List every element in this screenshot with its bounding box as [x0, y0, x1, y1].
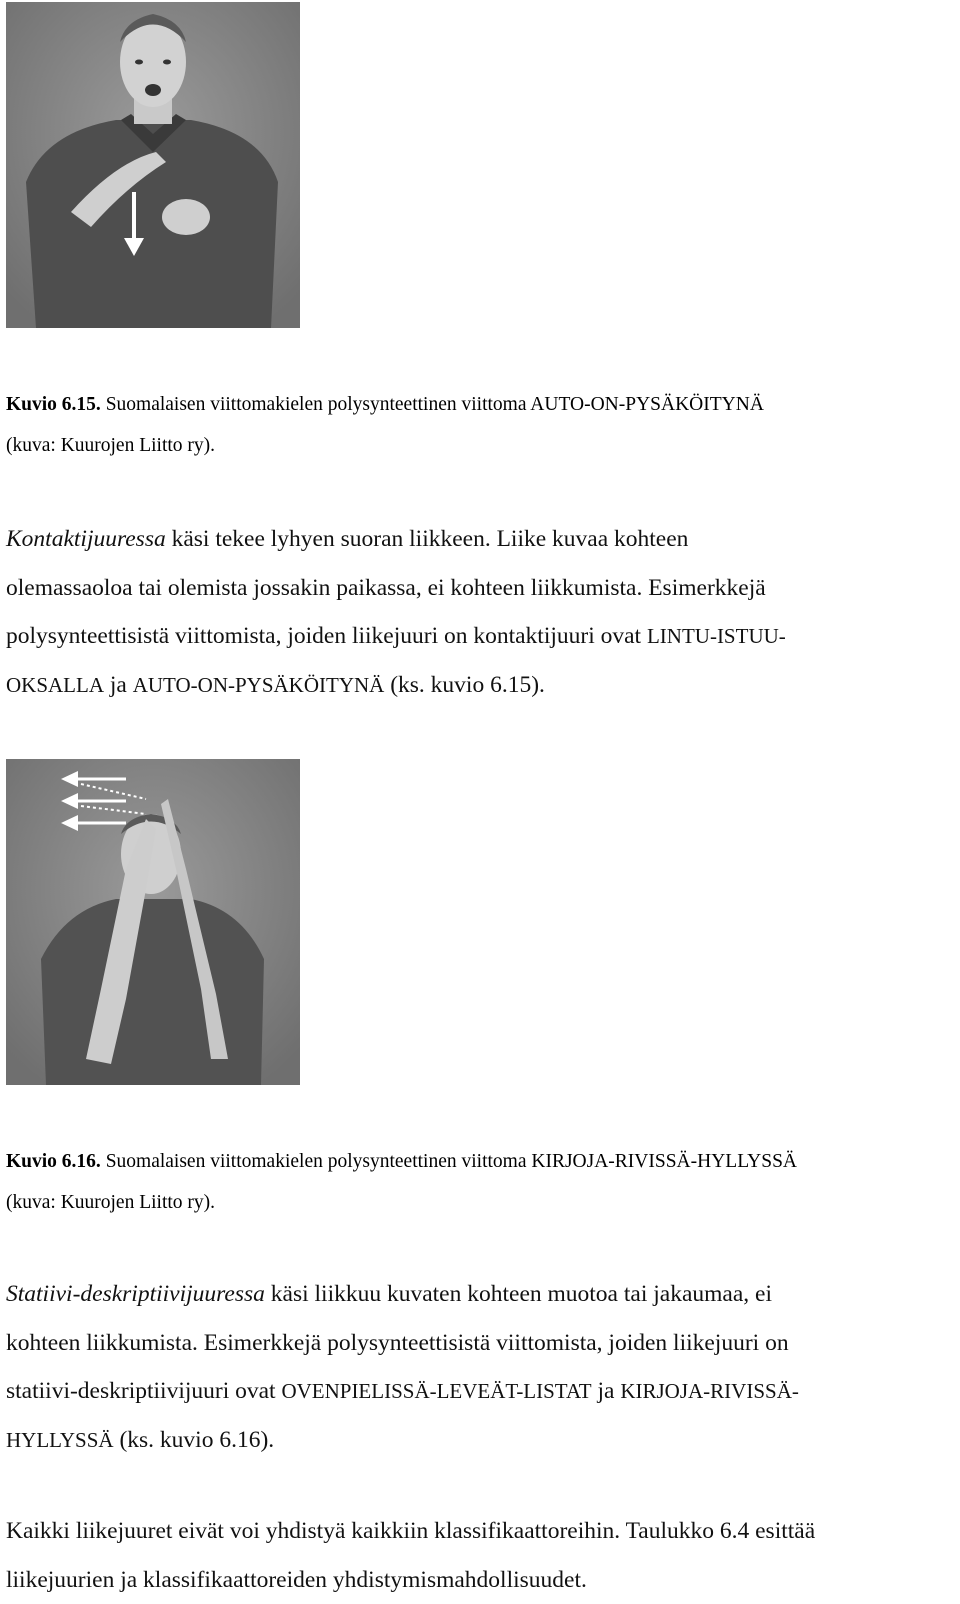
term-emphasis: Statiivi-deskriptiivijuuressa [6, 1281, 265, 1307]
paragraph-line [6, 1367, 951, 1416]
caption-line [6, 1141, 951, 1182]
paragraph-line: Kaikki liikejuuret eivät voi yhdistyä kaikkiin klassifikaattoreihin. Taulukko 6.4 esittää [6, 1507, 951, 1556]
text-run: ja [592, 1378, 621, 1404]
sign-gloss: OKSALLA [6, 673, 104, 697]
paragraph-stative-descriptive-root [6, 1270, 951, 1464]
sign-gloss: LINTU-ISTUU- [647, 624, 786, 648]
signer-photo-leftward-arrows [6, 759, 300, 1085]
text-run: käsi liikkuu kuvaten kohteen muotoa tai jakaumaa, ei [265, 1281, 772, 1307]
paragraph-contact-root [6, 515, 951, 709]
caption-source: (kuva: Kuurojen Liitto ry). [6, 425, 951, 466]
caption-text: Suomalaisen viittomakielen polysynteettinen viittoma AUTO-ON-PYSÄKÖITYNÄ [106, 394, 764, 415]
figure-label: Kuvio 6.16. [6, 1151, 101, 1172]
figure-6-16-caption [6, 1141, 951, 1223]
paragraph-line [6, 515, 951, 564]
sign-gloss: KIRJOJA-RIVISSÄ- [620, 1379, 799, 1403]
text-run: statiivi-deskriptiivijuuri ovat [6, 1378, 281, 1404]
figure-6-16-photo [6, 759, 300, 1085]
sign-gloss: AUTO-ON-PYSÄKÖITYNÄ [133, 673, 385, 697]
figure-6-15-caption [6, 384, 951, 466]
figure-label: Kuvio 6.15. [6, 394, 101, 415]
text-run: polysynteettisistä viittomista, joiden liikejuuri on kontaktijuuri ovat [6, 623, 647, 649]
paragraph-combinations [6, 1507, 951, 1604]
paragraph-line [6, 612, 951, 661]
paragraph-line: kohteen liikkumista. Esimerkkejä polysynteettisistä viittomista, joiden liikejuuri on [6, 1319, 951, 1368]
text-run: (ks. kuvio 6.16). [114, 1427, 275, 1453]
text-run: käsi tekee lyhyen suoran liikkeen. Liike kuvaa kohteen [166, 526, 689, 552]
paragraph-line [6, 1270, 951, 1319]
sign-gloss: HYLLYSSÄ [6, 1428, 114, 1452]
term-emphasis: Kontaktijuuressa [6, 526, 166, 552]
sign-gloss: OVENPIELISSÄ-LEVEÄT-LISTAT [281, 1379, 591, 1403]
paragraph-line: olemassaoloa tai olemista jossakin paikassa, ei kohteen liikkumista. Esimerkkejä [6, 564, 951, 613]
caption-text: Suomalaisen viittomakielen polysynteettinen viittoma KIRJOJA-RIVISSÄ-HYLLYSSÄ [106, 1151, 797, 1172]
paragraph-line [6, 661, 951, 710]
text-run: ja [104, 672, 133, 698]
text-run: (ks. kuvio 6.15). [384, 672, 545, 698]
caption-line [6, 384, 951, 425]
caption-source: (kuva: Kuurojen Liitto ry). [6, 1182, 951, 1223]
signer-photo-downward-arrow [6, 2, 300, 328]
paragraph-line [6, 1416, 951, 1465]
figure-6-15-photo [6, 2, 300, 328]
paragraph-line: liikejuurien ja klassifikaattoreiden yhdistymismahdollisuudet. [6, 1556, 951, 1604]
